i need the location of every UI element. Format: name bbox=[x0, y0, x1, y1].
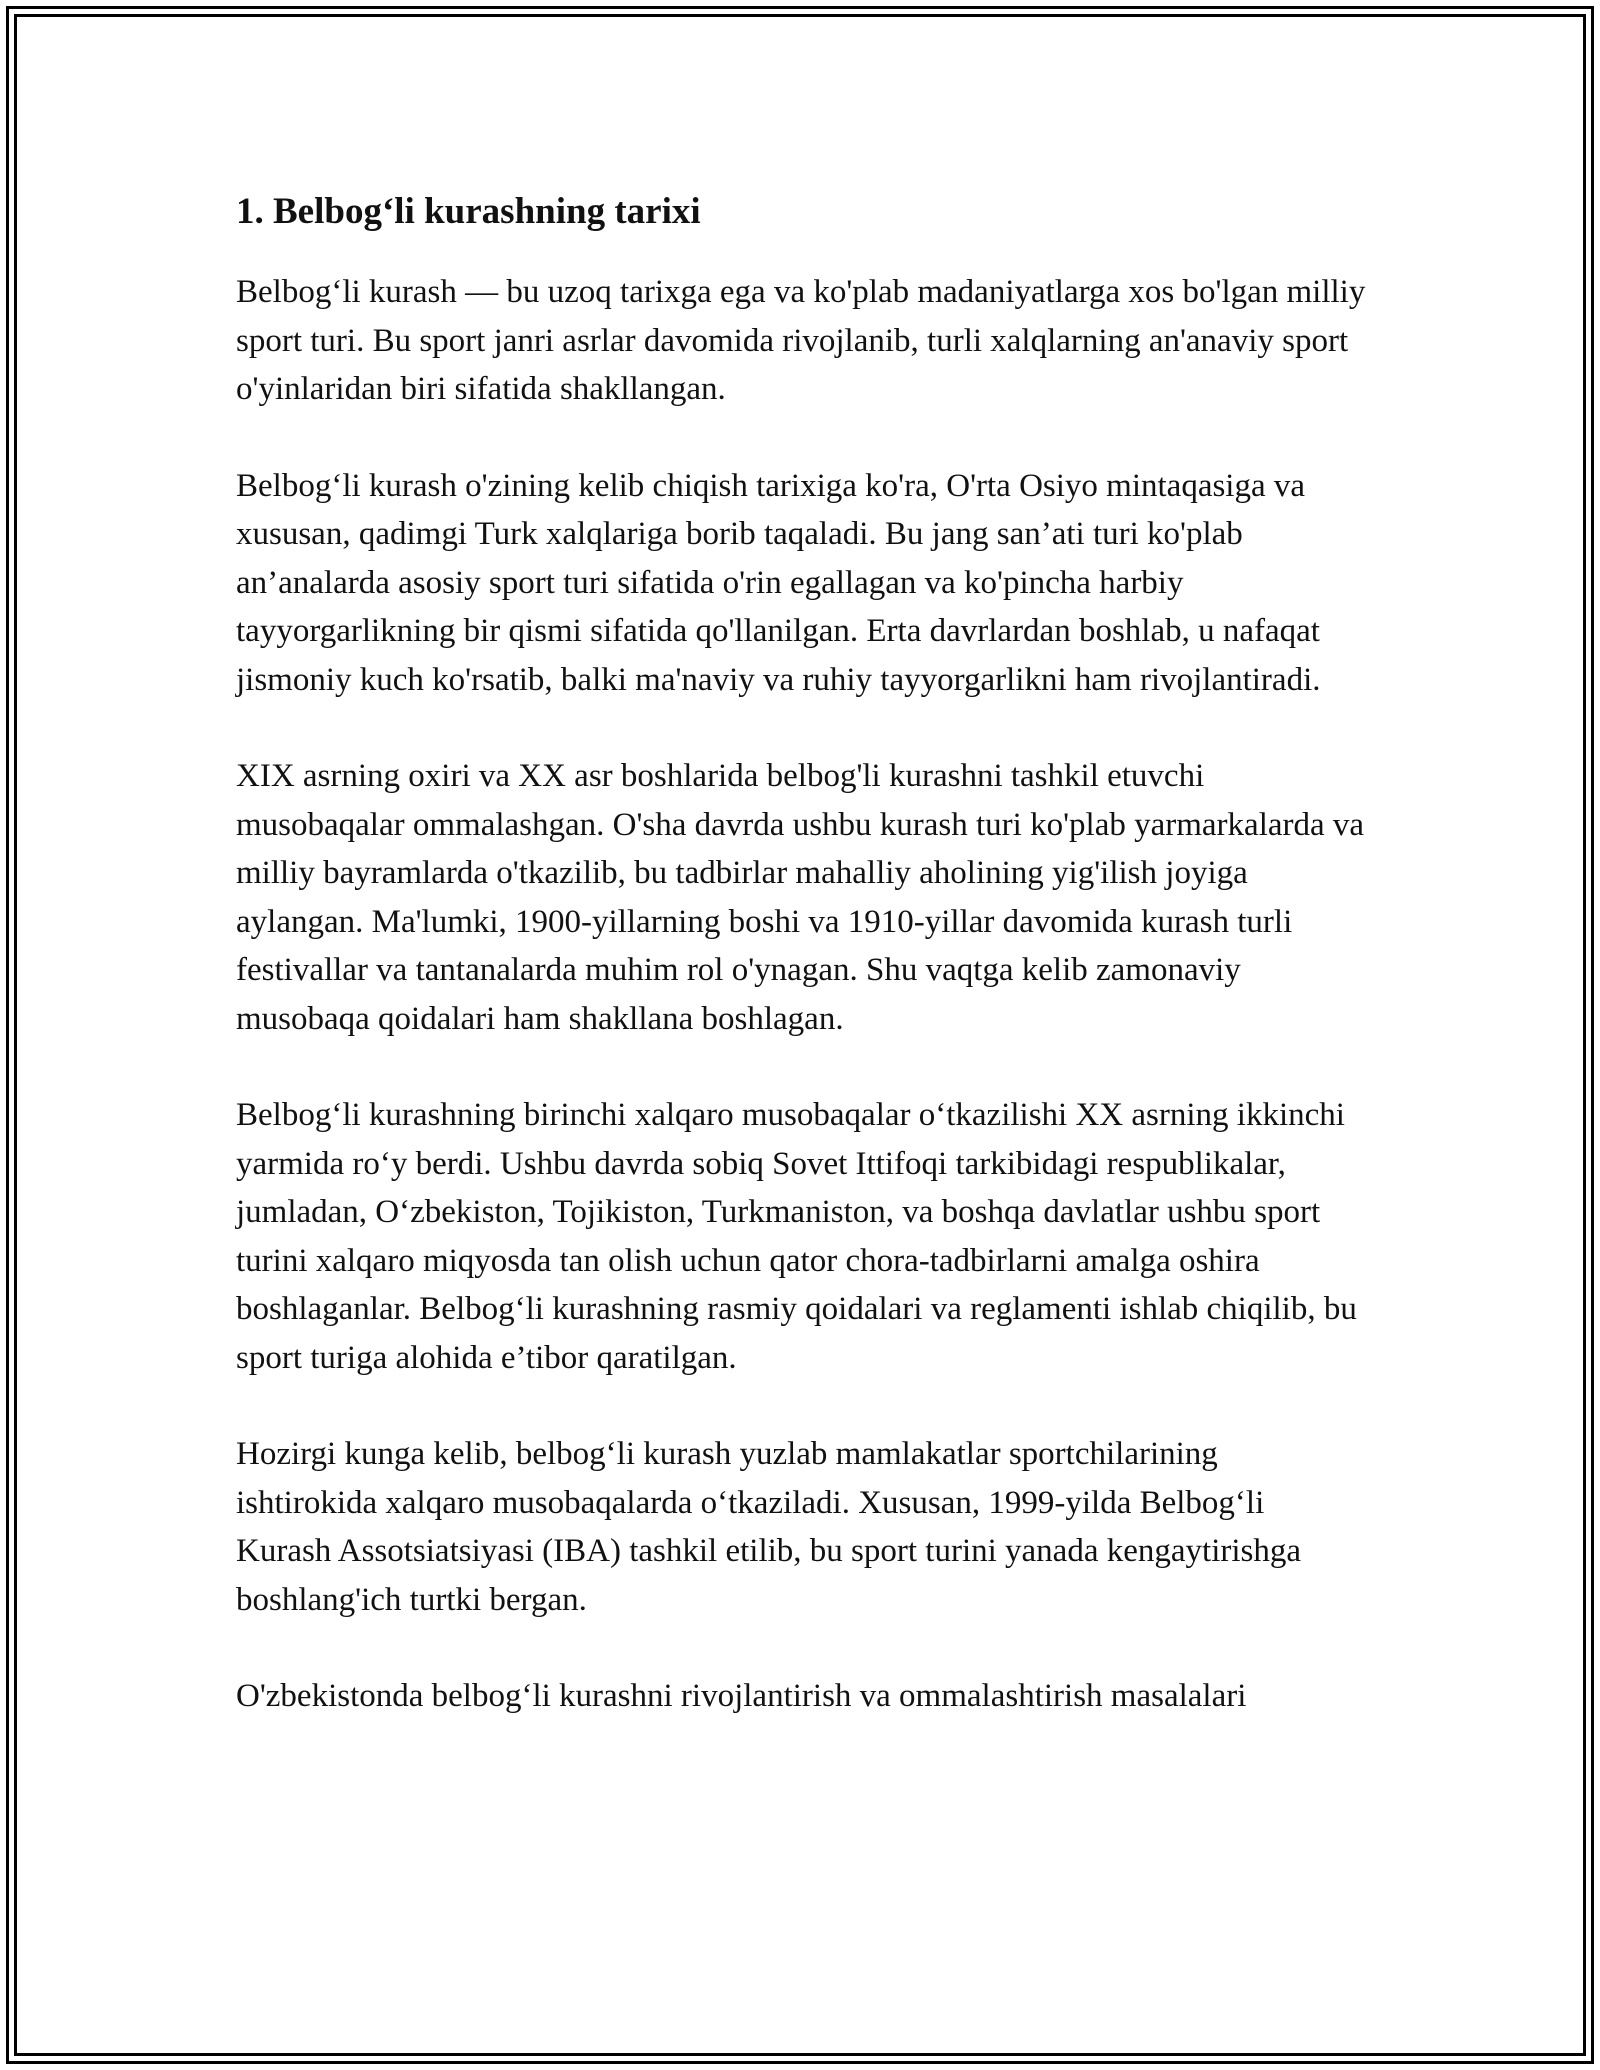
paragraph-3: XIX asrning oxiri va XX asr boshlarida belbog'li kurashni tashkil etuvchi musobaqalar ommalashgan. O'sha davrda ushbu kurash turi ko'plab yarmarkalarda va milliy bayramlarda o'tkazilib, bu tadbirlar mahalliy aholining yig'ilish joyiga aylangan. Ma'lumki, 1900-yillarning boshi va 1910-yillar davomida kurash turli festivallar va tantanalarda muhim rol o'ynagan. Shu vaqtga kelib zamonaviy musobaqa qoidalari ham shakllana boshlagan. bbox=[236, 758, 1365, 1037]
paragraph-2: Belbog‘li kurash o'zining kelib chiqish tarixiga ko'ra, O'rta Osiyo mintaqasiga va xususan, qadimgi Turk xalqlariga borib taqaladi. Bu jang san’ati turi ko'plab an’analarda asosiy sport turi sifatida o'rin egallagan va ko'pincha harbiy tayyorgarlikning bir qismi sifatida qo'llanilgan. Erta davrlardan boshlab, u nafaqat jismoniy kuch ko'rsatib, balki ma'naviy va ruhiy tayyorgarlikni ham rivojlantiradi. bbox=[236, 467, 1321, 698]
paragraph-5: Hozirgi kunga kelib, belbog‘li kurash yuzlab mamlakatlar sportchilarining ishtirokida xalqaro musobaqalarda o‘tkaziladi. Xususan, 1999-yilda Belbog‘li Kurash Assotsiatsiyasi (IBA) tashkil etilib, bu sport turini yanada kengaytirishga boshlang'ich turtki bergan. bbox=[236, 1436, 1302, 1618]
paragraph-4: Belbog‘li kurashning birinchi xalqaro musobaqalar o‘tkazilishi XX asrning ikkinchi yarmida ro‘y berdi. Ushbu davrda sobiq Sovet Ittifoqi tarkibidagi respublikalar, jumladan, O‘zbekiston, Tojikiston, Turkmaniston, va boshqa davlatlar ushbu sport turini xalqaro miqyosda tan olish uchun qator chora-tadbirlarni amalga oshira boshlaganlar. Belbog‘li kurashning rasmiy qoidalari va reglamenti ishlab chiqilib, bu sport turiga alohida e’tibor qaratilgan. bbox=[236, 1097, 1357, 1376]
paragraph-6: O'zbekistonda belbog‘li kurashni rivojlantirish va ommalashtirish masalalari bbox=[236, 1678, 1247, 1714]
section-heading: 1. Belbog‘li kurashning tarixi bbox=[236, 191, 701, 232]
paragraph-1: Belbog‘li kurash — bu uzoq tarixga ega va ko'plab madaniyatlarga xos bo'lgan milliy sport turi. Bu sport janri asrlar davomida rivojlanib, turli xalqlarning an'anaviy sport o'yinlaridan biri sifatida shakllangan. bbox=[236, 274, 1366, 407]
document-body bbox=[236, 188, 1366, 1769]
